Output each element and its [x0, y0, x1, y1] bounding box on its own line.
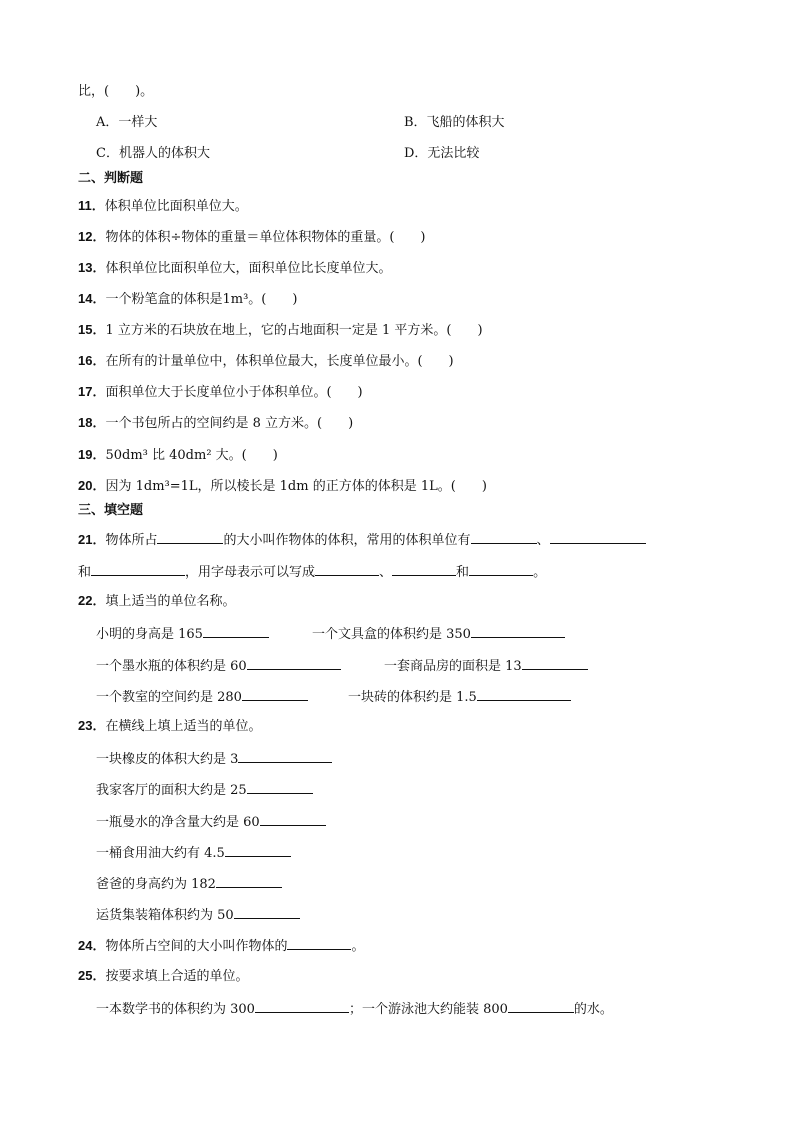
question-text: 体积单位比面积单位大，面积单位比长度单位大。 — [105, 261, 392, 276]
q21-text-5: ，用字母表示可以写成 — [185, 565, 316, 580]
question-16 — [78, 352, 454, 371]
q22-item-text: 一个墨水瓶的体积约是 60 — [96, 659, 247, 674]
question-number: 24． — [78, 938, 106, 953]
answer-blank[interactable] — [471, 623, 565, 638]
q22-item-4 — [384, 655, 588, 676]
q21-text-2: 的大小叫作物体的体积，常用的体积单位有 — [223, 533, 471, 548]
answer-blank[interactable] — [216, 873, 282, 888]
q23-item-text: 爸爸的身高约为 182 — [96, 877, 216, 892]
answer-blank[interactable] — [157, 529, 223, 544]
question-number: 22． — [78, 593, 106, 608]
question-number: 23． — [78, 718, 106, 733]
q23-item-5 — [96, 873, 282, 894]
q21-text-4: 和 — [78, 565, 92, 580]
question-text-end: 。 — [351, 939, 365, 954]
section-title-judge: 二、判断题 — [78, 171, 144, 186]
question-text: 50dm³ 比 40dm² 大。( ) — [105, 448, 278, 463]
question-18 — [78, 414, 353, 433]
q22-item-text: 小明的身高是 165 — [96, 627, 203, 642]
question-19 — [78, 446, 278, 465]
question-14 — [78, 290, 297, 309]
answer-blank[interactable] — [260, 811, 326, 826]
q21-text-1: 物体所占 — [105, 533, 158, 548]
q25-text-1: 一本数学书的体积约为 300 — [96, 1002, 255, 1017]
q23-item-2 — [96, 779, 313, 800]
question-21-line-2 — [78, 561, 546, 582]
answer-blank[interactable] — [255, 998, 349, 1013]
question-25 — [78, 967, 248, 986]
q21-text-3: 、 — [536, 533, 550, 548]
q22-item-text: 一个教室的空间约是 280 — [96, 690, 242, 705]
question-text: 物体所占空间的大小叫作物体的 — [105, 939, 288, 954]
question-text: 在横线上填上适当的单位。 — [105, 719, 262, 734]
q23-item-text: 运货集装箱体积约为 50 — [96, 908, 234, 923]
question-number: 25． — [78, 968, 106, 983]
q21-text-8: 。 — [533, 565, 547, 580]
question-number: 17． — [78, 384, 106, 399]
question-number: 13． — [78, 260, 106, 275]
q25-item — [96, 998, 613, 1019]
q25-text-3: 的水。 — [573, 1002, 613, 1017]
question-number: 20． — [78, 478, 106, 493]
question-text: 1 立方米的石块放在地上，它的占地面积一定是 1 平方米。( ) — [105, 323, 483, 338]
q22-item-text: 一块砖的体积约是 1.5 — [348, 690, 477, 705]
question-20 — [78, 477, 487, 496]
question-text: 面积单位大于长度单位小于体积单位。( ) — [105, 385, 363, 400]
question-24 — [78, 935, 365, 956]
question-text: 填上适当的单位名称。 — [105, 594, 236, 609]
question-number: 11． — [78, 198, 105, 213]
answer-blank[interactable] — [508, 998, 574, 1013]
answer-blank[interactable] — [242, 686, 308, 701]
q23-item-text: 一瓶曼水的净含量大约是 60 — [96, 815, 260, 830]
q22-item-1 — [96, 623, 269, 644]
question-number: 12． — [78, 229, 106, 244]
question-text: 一个书包所占的空间约是 8 立方米。( ) — [105, 416, 354, 431]
question-17 — [78, 383, 363, 402]
question-23 — [78, 717, 261, 736]
question-number: 15． — [78, 322, 106, 337]
q23-item-6 — [96, 904, 300, 925]
question-text: 在所有的计量单位中，体积单位最大，长度单位最小。( ) — [105, 354, 454, 369]
question-15 — [78, 321, 483, 340]
q22-item-6 — [348, 686, 571, 707]
answer-blank[interactable] — [477, 686, 571, 701]
answer-blank[interactable] — [392, 561, 456, 576]
answer-blank[interactable] — [234, 904, 300, 919]
answer-blank[interactable] — [203, 623, 269, 638]
question-number: 19． — [78, 447, 106, 462]
q23-item-text: 一桶食用油大约有 4.5 — [96, 846, 225, 861]
question-13 — [78, 259, 391, 278]
question-text: 一个粉笔盒的体积是1m³。( ) — [105, 292, 298, 307]
q22-item-2 — [312, 623, 565, 644]
answer-blank[interactable] — [315, 561, 379, 576]
q23-item-text: 一块橡皮的体积大约是 3 — [96, 752, 239, 767]
answer-blank[interactable] — [247, 655, 341, 670]
q10-option-a[interactable]: A．一样大 — [96, 115, 158, 130]
answer-blank[interactable] — [287, 935, 351, 950]
answer-blank[interactable] — [247, 779, 313, 794]
q10-tail-text: 比，( )。 — [78, 84, 154, 99]
answer-blank[interactable] — [471, 529, 537, 544]
question-text: 按要求填上合适的单位。 — [105, 969, 249, 984]
q23-item-text: 我家客厅的面积大约是 25 — [96, 783, 247, 798]
q21-text-7: 和 — [456, 565, 470, 580]
answer-blank[interactable] — [469, 561, 533, 576]
answer-blank[interactable] — [225, 842, 291, 857]
answer-blank[interactable] — [91, 561, 185, 576]
answer-blank[interactable] — [550, 529, 646, 544]
q23-item-1 — [96, 748, 332, 769]
section-title-fill: 三、填空题 — [78, 503, 144, 518]
q10-option-b[interactable]: B．飞船的体积大 — [404, 115, 505, 130]
question-number: 21． — [78, 532, 106, 547]
answer-blank[interactable] — [522, 655, 588, 670]
question-22 — [78, 592, 235, 611]
q22-item-5 — [96, 686, 308, 707]
question-12 — [78, 228, 426, 247]
q10-option-c[interactable]: C．机器人的体积大 — [96, 146, 210, 161]
q23-item-4 — [96, 842, 291, 863]
question-number: 18． — [78, 415, 106, 430]
q22-item-3 — [96, 655, 341, 676]
q21-text-6: 、 — [379, 565, 393, 580]
q22-item-text: 一个文具盒的体积约是 350 — [312, 627, 471, 642]
q25-text-2: ；一个游泳池大约能装 800 — [348, 1002, 508, 1017]
q23-item-3 — [96, 811, 326, 832]
question-text: 因为 1dm³=1L，所以棱长是 1dm 的正方体的体积是 1L。( ) — [105, 479, 487, 494]
question-number: 14． — [78, 291, 106, 306]
question-11 — [78, 197, 248, 216]
answer-blank[interactable] — [238, 748, 332, 763]
q10-option-d[interactable]: D．无法比较 — [404, 146, 480, 161]
q22-item-text: 一套商品房的面积是 13 — [384, 659, 522, 674]
question-number: 16． — [78, 353, 106, 368]
question-text: 体积单位比面积单位大。 — [104, 199, 248, 214]
question-21-line-1 — [78, 529, 646, 550]
question-text: 物体的体积÷物体的重量＝单位体积物体的重量。( ) — [105, 230, 426, 245]
